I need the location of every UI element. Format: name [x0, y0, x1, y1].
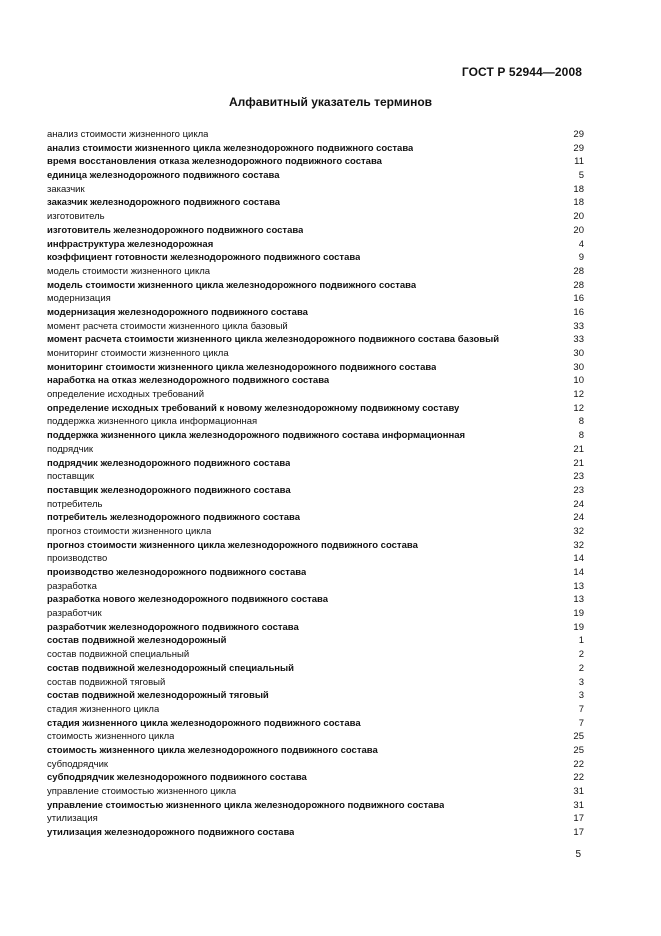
index-term: поставщик [47, 471, 95, 483]
index-term: состав подвижной железнодорожный [47, 635, 227, 647]
index-term: определение исходных требований к новому железнодорожному подвижному составу [47, 402, 460, 414]
index-page-ref: 28 [573, 279, 584, 291]
index-term: поддержка жизненного цикла железнодорожного подвижного состава информационная [47, 430, 466, 442]
index-entry [47, 525, 584, 539]
index-page-ref: 22 [573, 772, 584, 784]
index-entry [47, 744, 584, 758]
index-page-ref: 10 [573, 375, 584, 387]
index-entry [47, 128, 584, 142]
index-entry [47, 347, 584, 361]
index-term: прогноз стоимости жизненного цикла [47, 525, 212, 537]
index-entry [47, 676, 584, 690]
index-page-ref: 20 [573, 211, 584, 223]
index-entry [47, 593, 584, 607]
index-page-ref: 18 [573, 197, 584, 209]
index-entry [47, 566, 584, 580]
index-entry [47, 730, 584, 744]
index-page-ref: 7 [578, 717, 584, 729]
index-page-ref: 2 [578, 662, 584, 674]
index-page-ref: 25 [573, 731, 584, 743]
index-page-ref: 14 [573, 553, 584, 565]
index-entry [47, 361, 584, 375]
index-entry [47, 580, 584, 594]
index-page-ref: 33 [573, 334, 584, 346]
index-page-ref: 32 [573, 525, 584, 537]
page-title: Алфавитный указатель терминов [228, 95, 433, 109]
index-entry [47, 415, 584, 429]
index-entry [47, 484, 584, 498]
index-term: подрядчик [47, 443, 94, 455]
index-term: анализ стоимости жизненного цикла [47, 129, 209, 140]
index-page-ref: 18 [573, 183, 584, 195]
alphabetical-index [47, 128, 584, 840]
index-term: мониторинг стоимости жизненного цикла железнодорожного подвижного состава [47, 361, 437, 373]
index-entry [47, 320, 584, 334]
index-page-ref: 3 [578, 676, 584, 688]
index-entry [47, 539, 584, 553]
index-entry [47, 402, 584, 416]
index-page-ref: 2 [578, 649, 584, 661]
index-entry [47, 306, 584, 320]
index-term: прогноз стоимости жизненного цикла железнодорожного подвижного состава [47, 539, 418, 551]
index-term: утилизация железнодорожного подвижного состава [47, 827, 295, 839]
index-term: поддержка жизненного цикла информационная [47, 416, 258, 428]
index-page-ref: 16 [573, 306, 584, 318]
index-page-ref: 32 [573, 539, 584, 551]
index-term: мониторинг стоимости жизненного цикла [47, 348, 229, 359]
index-entry [47, 498, 584, 512]
index-term: стадия жизненного цикла железнодорожного подвижного состава [47, 717, 361, 729]
index-entry [47, 785, 584, 799]
index-term: стоимость жизненного цикла железнодорожного подвижного состава [47, 744, 378, 756]
index-entry [47, 169, 584, 183]
index-page-ref: 21 [573, 457, 584, 469]
index-term: инфраструктура железнодорожная [47, 238, 214, 250]
index-term: состав подвижной специальный [47, 649, 190, 661]
index-page-ref: 25 [573, 744, 584, 756]
index-page-ref: 8 [578, 416, 584, 428]
index-entry [47, 717, 584, 731]
index-term: разработка нового железнодорожного подвижного состава [47, 594, 329, 606]
index-term: потребитель [47, 498, 103, 510]
index-term: утилизация [47, 813, 98, 825]
index-entry [47, 443, 584, 457]
index-term: момент расчета стоимости жизненного цикла базовый [47, 320, 288, 332]
index-entry [47, 210, 584, 224]
index-page-ref: 13 [573, 594, 584, 606]
index-entry [47, 758, 584, 772]
index-entry [47, 703, 584, 717]
index-term: единица железнодорожного подвижного состава [47, 170, 280, 182]
index-term: управление стоимостью жизненного цикла железнодорожного подвижного состава [47, 799, 445, 811]
index-page-ref: 22 [573, 758, 584, 770]
index-term: модернизация железнодорожного подвижного состава [47, 306, 308, 318]
index-term: время восстановления отказа железнодорожного подвижного состава [47, 156, 382, 168]
index-term: стоимость жизненного цикла [47, 731, 175, 743]
index-entry [47, 374, 584, 388]
index-entry [47, 224, 584, 238]
index-page-ref: 29 [573, 142, 584, 154]
index-entry [47, 511, 584, 525]
index-term: стадия жизненного цикла [47, 703, 160, 715]
index-entry [47, 279, 584, 293]
index-page-ref: 13 [573, 580, 584, 592]
index-page-ref: 24 [573, 512, 584, 524]
index-entry [47, 771, 584, 785]
index-term: субподрядчик [47, 758, 109, 770]
index-page-ref: 30 [573, 348, 584, 359]
index-entry [47, 429, 584, 443]
index-term: состав подвижной железнодорожный тяговый [47, 690, 269, 702]
index-page-ref: 3 [578, 690, 584, 702]
index-entry [47, 662, 584, 676]
index-page-ref: 33 [573, 320, 584, 332]
index-term: потребитель железнодорожного подвижного состава [47, 512, 301, 524]
index-term: состав подвижной тяговый [47, 676, 166, 688]
index-page-ref: 30 [573, 361, 584, 373]
index-page-ref: 19 [573, 621, 584, 633]
index-term: разработчик [47, 608, 102, 620]
index-term: разработка [47, 580, 97, 592]
index-term: модель стоимости жизненного цикла железнодорожного подвижного состава [47, 279, 417, 291]
index-term: анализ стоимости жизненного цикла железнодорожного подвижного состава [47, 142, 414, 154]
index-page-ref: 31 [573, 799, 584, 811]
index-entry [47, 621, 584, 635]
index-entry [47, 470, 584, 484]
index-entry [47, 634, 584, 648]
index-entry [47, 388, 584, 402]
index-entry [47, 826, 584, 840]
index-term: заказчик [47, 183, 85, 195]
index-page-ref: 17 [573, 827, 584, 839]
index-term: модель стоимости жизненного цикла [47, 265, 211, 277]
index-term: момент расчета стоимости жизненного цикла железнодорожного подвижного состава базовый [47, 334, 500, 346]
index-page-ref: 1 [578, 635, 584, 647]
index-entry [47, 238, 584, 252]
index-term: состав подвижной железнодорожный специальный [47, 662, 294, 674]
index-entry [47, 457, 584, 471]
index-term: определение исходных требований [47, 389, 205, 401]
index-entry [47, 196, 584, 210]
index-term: коэффициент готовности железнодорожного подвижного состава [47, 252, 361, 264]
index-term: субподрядчик железнодорожного подвижного состава [47, 772, 307, 784]
index-page-ref: 20 [573, 224, 584, 236]
index-page-ref: 9 [578, 252, 584, 264]
index-entry [47, 292, 584, 306]
index-page-ref: 16 [573, 293, 584, 305]
index-page-ref: 14 [573, 567, 584, 578]
index-page-ref: 23 [573, 471, 584, 483]
index-term: поставщик железнодорожного подвижного состава [47, 484, 291, 496]
index-entry [47, 607, 584, 621]
index-entry [47, 142, 584, 156]
index-term: наработка на отказ железнодорожного подвижного состава [47, 375, 330, 387]
index-entry [47, 251, 584, 265]
index-entry [47, 265, 584, 279]
index-page-ref: 28 [573, 265, 584, 277]
index-page-ref: 7 [578, 703, 584, 715]
index-term: управление стоимостью жизненного цикла [47, 786, 237, 797]
index-page-ref: 21 [573, 443, 584, 455]
index-term: разработчик железнодорожного подвижного состава [47, 621, 299, 633]
index-page-ref: 29 [573, 129, 584, 140]
index-page-ref: 31 [573, 786, 584, 797]
index-term: изготовитель [47, 211, 105, 223]
index-entry [47, 155, 584, 169]
index-page-ref: 19 [573, 608, 584, 620]
index-term: модернизация [47, 293, 111, 305]
index-entry [47, 183, 584, 197]
index-page-ref: 23 [573, 484, 584, 496]
index-page-ref: 5 [578, 170, 584, 182]
index-term: подрядчик железнодорожного подвижного состава [47, 457, 291, 469]
index-page-ref: 4 [578, 238, 584, 250]
index-page-ref: 12 [573, 389, 584, 401]
index-page-ref: 12 [573, 402, 584, 414]
index-page-ref: 17 [573, 813, 584, 825]
index-page-ref: 24 [573, 498, 584, 510]
index-page-ref: 11 [574, 156, 584, 168]
index-term: производство [47, 553, 108, 565]
index-entry [47, 648, 584, 662]
index-entry [47, 689, 584, 703]
index-entry [47, 333, 584, 347]
document-header: ГОСТ Р 52944—2008 [461, 65, 582, 79]
index-term: заказчик железнодорожного подвижного состава [47, 197, 281, 209]
page-number: 5 [575, 849, 581, 860]
index-page-ref: 8 [578, 430, 584, 442]
index-term: производство железнодорожного подвижного состава [47, 567, 307, 578]
index-entry [47, 812, 584, 826]
index-term: изготовитель железнодорожного подвижного состава [47, 224, 304, 236]
index-entry [47, 799, 584, 813]
index-entry [47, 552, 584, 566]
